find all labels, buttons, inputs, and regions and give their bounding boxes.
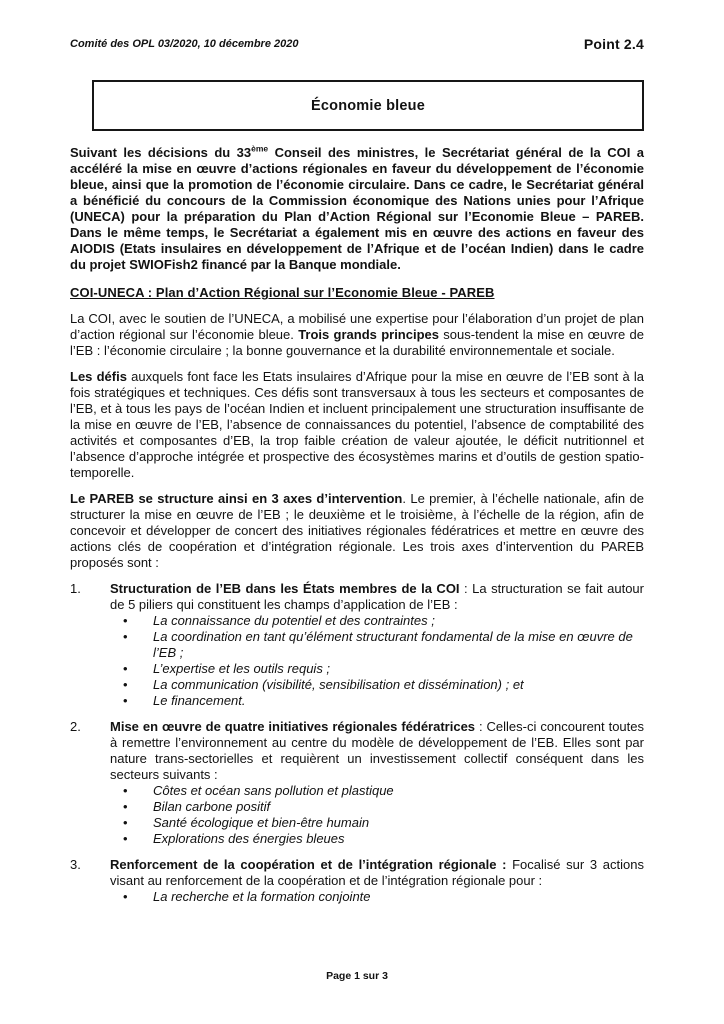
bullet-item — [123, 693, 644, 709]
bullet-icon: • — [123, 815, 128, 830]
list-item-text — [110, 719, 644, 783]
bold-run: Les défis — [70, 369, 127, 384]
bullet-text: La coordination en tant qu’élément structurant fondamental de la mise en œuvre de l’EB ; — [153, 629, 633, 660]
agenda-point: Point 2.4 — [583, 36, 644, 52]
list-number: 2. — [70, 719, 81, 734]
list-item-1 — [70, 581, 644, 709]
bullet-icon: • — [123, 783, 128, 798]
bullet-text: La communication (visibilité, sensibilisation et dissémination) ; et — [153, 677, 524, 692]
bullet-icon: • — [123, 831, 128, 846]
list-number: 3. — [70, 857, 81, 872]
paragraph-text: sous-tendent la mise en œuvre de l’EB : l’économie circulaire ; la bonne gouvernance et la durabilité environnementale et sociale. — [70, 327, 644, 358]
paragraph-text: : La structuration se fait autour de 5 piliers qui constituent les champs d’application de l’EB : — [110, 581, 644, 612]
bullet-icon: • — [123, 889, 128, 904]
bullet-icon: • — [123, 799, 128, 814]
bullet-icon: • — [123, 629, 128, 644]
bullet-list — [123, 889, 644, 905]
list-item-body — [110, 719, 644, 847]
bold-run: Trois grands principes — [298, 327, 439, 342]
bullet-item — [123, 629, 644, 661]
list-item-text — [110, 857, 644, 889]
paragraph-text: . Le premier, à l’échelle nationale, afin de structurer la mise en œuvre de l’EB ; le deuxième et le troisième, à l’échelle de la région, afin de concevoir et développer de concert des initiatives régionales fédératrices et mettre en œuvre des actions clés de coopération et d’intégration régionale. Les trois axes d’intervention du PAREB proposés sont : — [70, 491, 644, 570]
bold-run: Renforcement de la coopération et de l’intégration régionale : — [110, 857, 507, 872]
bullet-item — [123, 677, 644, 693]
document-reference: Comité des OPL 03/2020, 10 décembre 2020 — [70, 38, 299, 50]
bold-run: Structuration de l’EB dans les États membres de la COI — [110, 581, 460, 596]
paragraph-axes — [70, 491, 644, 571]
bullet-icon: • — [123, 613, 128, 628]
bullet-item — [123, 815, 644, 831]
bullet-icon: • — [123, 693, 128, 708]
page-number: Page 1 sur 3 — [326, 970, 388, 982]
list-item-text — [110, 581, 644, 613]
bold-run: Mise en œuvre de quatre initiatives régionales fédératrices — [110, 719, 476, 734]
list-item-2 — [70, 719, 644, 847]
intro-text-pre: Suivant les décisions du 33 — [70, 145, 252, 160]
bullet-item — [123, 889, 644, 905]
paragraph-text: : Celles-ci concourent toutes à remettre l’environnement au centre du modèle de développement de l’EB. Elles sont par nature trans-sectorielles et requièrent un investissement collectif conséquent dans les secteurs suivants : — [110, 719, 645, 782]
bullet-text: Le financement. — [153, 693, 246, 708]
intro-paragraph — [70, 145, 644, 273]
bullet-text: Côtes et océan sans pollution et plastique — [153, 783, 394, 798]
paragraph-defis — [70, 369, 644, 481]
bullet-list — [123, 783, 644, 847]
bullet-item — [123, 799, 644, 815]
paragraph-text: Focalisé sur 3 actions visant au renforcement de la coopération et de l’intégration régionale pour : — [110, 857, 644, 888]
bullet-text: Santé écologique et bien-être humain — [153, 815, 370, 830]
bullet-list — [123, 613, 644, 709]
bullet-text: Bilan carbone positif — [153, 799, 271, 814]
bullet-text: L’expertise et les outils requis ; — [153, 661, 331, 676]
bullet-icon: • — [123, 677, 128, 692]
list-item-body — [110, 581, 644, 709]
bullet-text: La connaissance du potentiel et des contraintes ; — [153, 613, 435, 628]
list-item-body — [110, 857, 644, 905]
paragraph-text: La COI, avec le soutien de l’UNECA, a mobilisé une expertise pour l’élaboration d’un projet de plan d’action régional sur l’économie bleue. — [70, 311, 644, 342]
bold-run: Le PAREB se structure ainsi en 3 axes d’intervention — [70, 491, 403, 506]
document-title: Économie bleue — [311, 97, 425, 114]
intro-text-post: Conseil des ministres, le Secrétariat général de la COI a accéléré la mise en œuvre d’actions régionales en faveur du développement de l’économie bleue, ainsi que la promotion de l’économie circulaire. Dans ce cadre, le Secrétariat général a bénéficié du concours de la Commission économique des Nations unies pour l’Afrique (UNECA) pour la préparation du Plan d’Action Régional sur l’Economie Bleue – PAREB. Dans le même temps, le Secrétariat a également mis en œuvre des actions en faveur des AIODIS (Etats insulaires en développement de l’Afrique et de l’océan Indien) dans le cadre du projet SWIOFish2 financé par la Banque mondiale. — [70, 145, 645, 272]
paragraph-principles — [70, 311, 644, 359]
bullet-item — [123, 661, 644, 677]
bullet-item — [123, 613, 644, 629]
bullet-item — [123, 831, 644, 847]
title-box — [92, 80, 644, 131]
list-item-3 — [70, 857, 644, 905]
bullet-text: Explorations des énergies bleues — [153, 831, 345, 846]
list-number: 1. — [70, 581, 81, 596]
bullet-text: La recherche et la formation conjointe — [153, 889, 371, 904]
paragraph-text: auxquels font face les Etats insulaires d’Afrique pour la mise en œuvre de l’EB sont à la fois stratégiques et techniques. Ces défis sont transversaux à tous les secteurs et composantes de l’EB, et à tous les pays de l’océan Indien et incluent principalement une structuration insuffisante de la mise en œuvre de l’EB, l’absence de connaissances du potentiel, l’absence de comptabilité des activités et composantes d’EB, la trop faible création de valeur ajoutée, le déficit nutritionnel et l’absence d’approche intégrée et prospective des écosystèmes marins et d’outils de gestion spatio-temporelle. — [70, 369, 644, 480]
page-header — [70, 36, 644, 52]
superscript-ordinal: ème — [251, 143, 269, 154]
bullet-item — [123, 783, 644, 799]
bullet-icon: • — [123, 661, 128, 676]
section-heading: COI-UNECA : Plan d’Action Régional sur l’Economie Bleue - PAREB — [70, 285, 495, 300]
